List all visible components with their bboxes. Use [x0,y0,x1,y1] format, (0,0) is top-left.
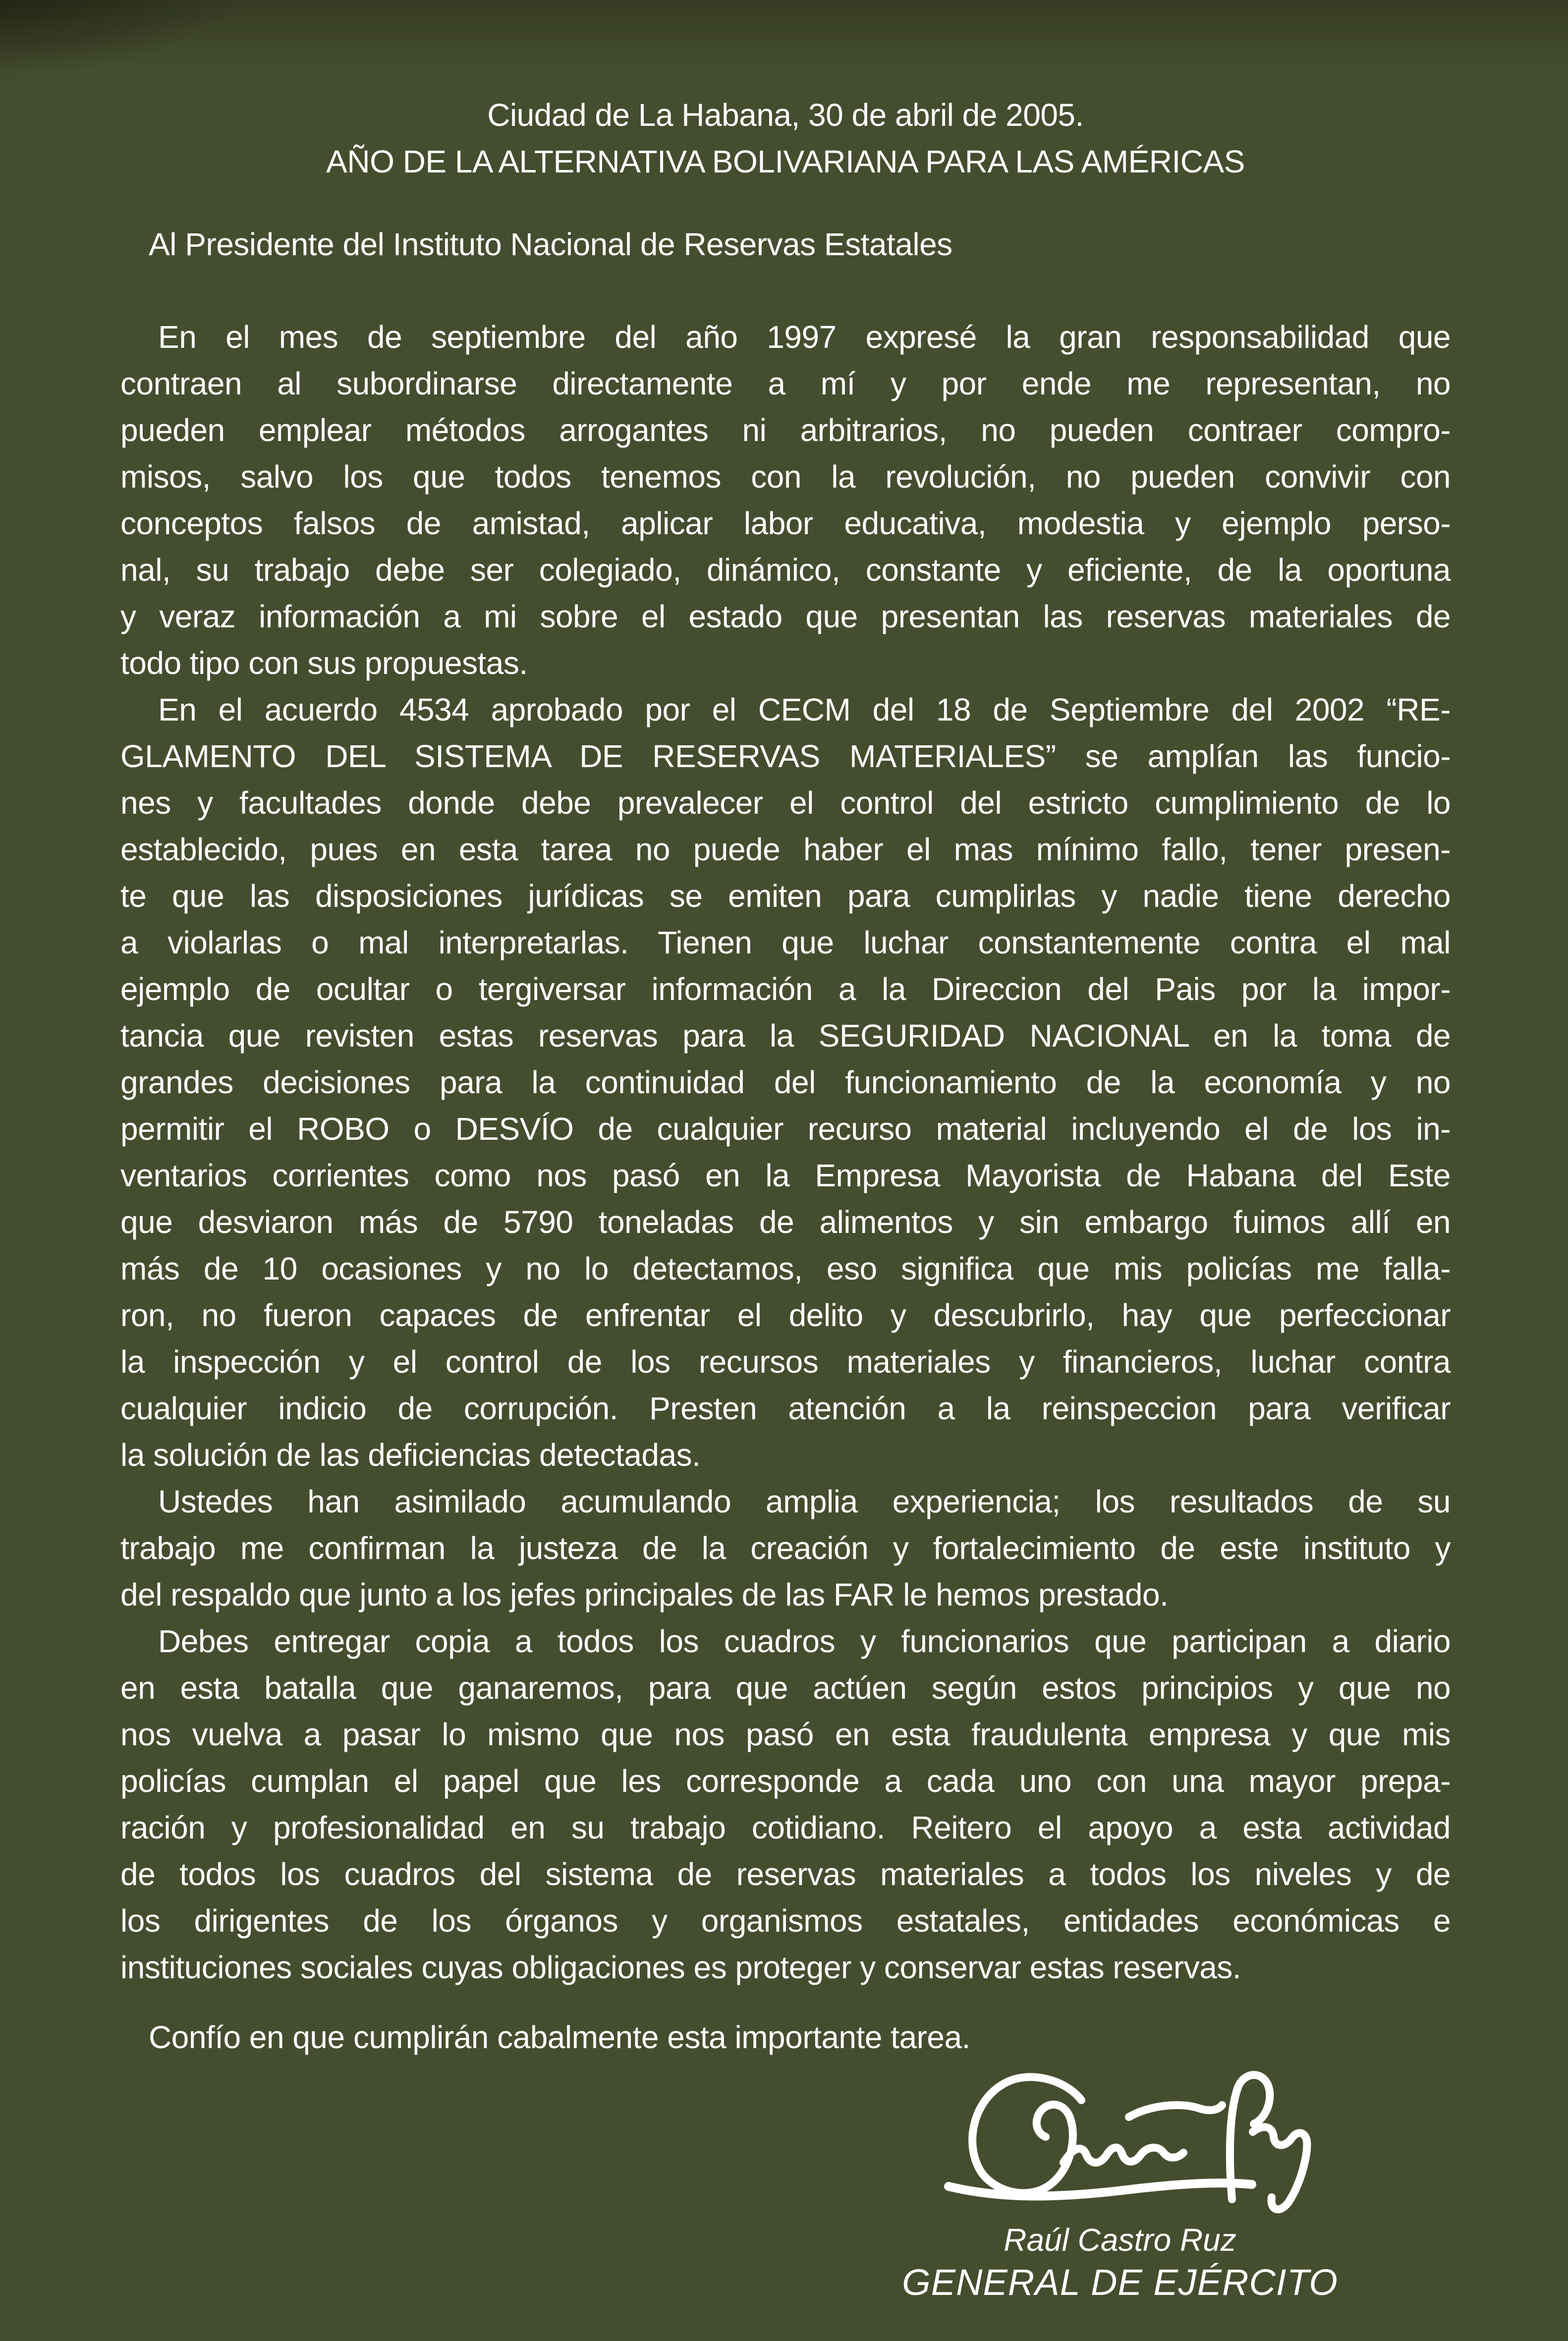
body-line: todo tipo con sus propuestas. [120,645,528,681]
body-line: que desviaron más de 5790 toneladas de alimentos y sin embargo fuimos allí en [120,1204,1451,1240]
body-line: GLAMENTO DEL SISTEMA DE RESERVAS MATERIALES” se amplían las funcio- [120,738,1451,774]
paragraph [120,1478,1451,1618]
body-line: cualquier indicio de corrupción. Presten atención a la reinspeccion para verificar [120,1391,1451,1426]
body-line: En el mes de septiembre del año 1997 expresé la gran responsabilidad que [158,319,1451,355]
body-line: del respaldo que junto a los jefes principales de las FAR le hemos prestado. [120,1577,1169,1613]
body-line: establecido, pues en esta tarea no puede haber el mas mínimo fallo, tener presen- [120,832,1451,867]
body-line: a violarlas o mal interpretarlas. Tienen que luchar constantemente contra el mal [120,925,1451,960]
body-line: Ustedes han asimilado acumulando amplia experiencia; los resultados de su [158,1484,1451,1519]
body-line: nos vuelva a pasar lo mismo que nos pasó en esta fraudulenta empresa y que mis [120,1717,1451,1752]
body-line: ración y profesionalidad en su trabajo cotidiano. Reitero el apoyo a esta actividad [120,1810,1451,1845]
letter-body [120,314,1451,1991]
body-line: en esta batalla que ganaremos, para que actúen según estos principios y que no [120,1670,1451,1706]
body-line: trabajo me confirman la justeza de la creación y fortalecimiento de este instituto y [120,1530,1451,1566]
body-line: la inspección y el control de los recursos materiales y financieros, luchar contra [120,1344,1451,1380]
body-line: tancia que revisten estas reservas para la SEGURIDAD NACIONAL en la toma de [120,1018,1451,1054]
body-line: nes y facultades donde debe prevalecer el control del estricto cumplimiento de lo [120,785,1451,821]
body-line: En el acuerdo 4534 aprobado por el CECM del 18 de Septiembre del 2002 “RE- [158,692,1451,727]
closing-line: Confío en que cumplirán cabalmente esta importante tarea. [149,2019,970,2055]
paragraph [120,1618,1451,1991]
date-line: Ciudad de La Habana, 30 de abril de 2005. [487,97,1084,133]
body-line: misos, salvo los que todos tenemos con la revolución, no pueden convivir con [120,459,1451,495]
body-line: policías cumplan el papel que les corresponde a cada uno con una mayor prepa- [120,1763,1451,1799]
body-line: te que las disposiciones jurídicas se emiten para cumplirlas y nadie tiene derecho [120,878,1451,914]
body-line: Debes entregar copia a todos los cuadros y funcionarios que participan a diario [158,1623,1451,1659]
salutation-line: Al Presidente del Instituto Nacional de Reservas Estatales [149,226,952,262]
letter-content [120,0,1451,2061]
body-line: permitir el ROBO o DESVÍO de cualquier recurso material incluyendo el de los in- [120,1111,1451,1147]
body-line: los dirigentes de los órganos y organismos estatales, entidades económicas e [120,1903,1451,1939]
body-line: pueden emplear métodos arrogantes ni arbitrarios, no pueden contraer compro- [120,412,1451,448]
body-line: la solución de las deficiencias detectadas. [120,1437,701,1473]
body-line: ron, no fueron capaces de enfrentar el delito y descubrirlo, hay que perfeccionar [120,1297,1451,1333]
signature-image [917,2057,1323,2220]
signatory-name: Raúl Castro Ruz [1004,2222,1236,2258]
year-slogan-line: AÑO DE LA ALTERNATIVA BOLIVARIANA PARA LAS AMÉRICAS [326,144,1245,179]
signatory-rank: GENERAL DE EJÉRCITO [902,2262,1338,2303]
signature-block [882,2057,1358,2305]
letter-header [120,0,1451,185]
paragraph [120,314,1451,686]
body-line: ventarios corrientes como nos pasó en la Empresa Mayorista de Habana del Este [120,1158,1451,1193]
body-line: contraen al subordinarse directamente a mí y por ende me representan, no [120,366,1451,401]
body-line: instituciones sociales cuyas obligaciones es proteger y conservar estas reservas. [120,1950,1241,1985]
body-line: nal, su trabajo debe ser colegiado, dinámico, constante y eficiente, de la oportuna [120,552,1451,588]
body-line: más de 10 ocasiones y no lo detectamos, eso significa que mis policías me falla- [120,1251,1451,1286]
body-line: de todos los cuadros del sistema de reservas materiales a todos los niveles y de [120,1856,1451,1892]
body-line: conceptos falsos de amistad, aplicar labor educativa, modestia y ejemplo perso- [120,505,1451,541]
body-line: ejemplo de ocultar o tergiversar información a la Direccion del Pais por la impor- [120,971,1451,1007]
body-line: grandes decisiones para la continuidad del funcionamiento de la economía y no [120,1064,1451,1100]
paragraph [120,686,1451,1478]
body-line: y veraz información a mi sobre el estado que presentan las reservas materiales de [120,599,1451,634]
